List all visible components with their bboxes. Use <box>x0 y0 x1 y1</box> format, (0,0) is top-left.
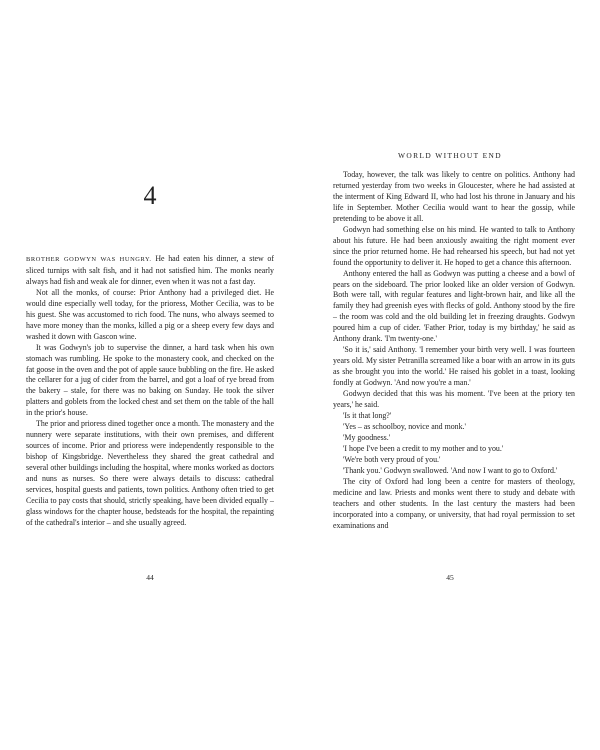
opening-smallcaps: BROTHER GODWYN WAS HUNGRY. <box>26 256 152 263</box>
page-number-left: 44 <box>146 573 154 582</box>
paragraph <box>26 254 274 288</box>
paragraph: Today, however, the talk was likely to centre on politics. Anthony had returned yesterday from two weeks in Gloucester, where he had assisted at the interment of King Edward II, who had lost his throne in January and his life in September. Mother Cecilia would want to hear the gossip, while pretending to be above it all. <box>333 170 575 223</box>
paragraph: The prior and prioress dined together once a month. The monastery and the nunnery were separate institutions, with their own premises, and different sources of income. Prior and prioress were independently responsible to the bishop of Kingsbridge. Nevertheless they shared the great cathedral and several other buildings including the hospital, where monks worked as doctors and nuns as nurses. So there were always details to discuss: cathedral services, hospital guests and patients, town politics. Anthony often tried to get Cecilia to pay costs that should, strictly speaking, have been divided equally – glass windows for the chapter house, bedsteads for the hospital, the repainting of the cathedral's interior – and she usually agreed. <box>26 419 274 527</box>
paragraph: 'My goodness.' <box>343 432 391 442</box>
running-head: WORLD WITHOUT END <box>398 151 502 160</box>
paragraph: Not all the monks, of course: Prior Anthony had a privileged diet. He would dine especially well today, for the prioress, Mother Cecilia, was to be his guest. She was accustomed to rich food. The nuns, who always seemed to have more money than the monks, killed a pig or a sheep every few days and washed it down with Gascon wine. <box>26 287 274 341</box>
page-number-right: 45 <box>446 573 454 582</box>
paragraph: Godwyn had something else on his mind. He wanted to talk to Anthony about his future. He had been anxiously awaiting the right moment ever since the prior returned home. He had rehearsed his speech, but had not yet found the opportunity to deliver it. He hoped to get a chance this afternoon. <box>333 224 575 267</box>
paragraph: 'I hope I've been a credit to my mother and to you.' <box>343 443 504 453</box>
paragraph: Godwyn decided that this was his moment. 'I've been at the priory ten years,' he said. <box>333 389 575 410</box>
paragraph: 'Yes – as schoolboy, novice and monk.' <box>343 421 466 431</box>
paragraph-text: He had eaten his dinner, a stew of sliced turnips with salt fish, and it had not satisfied him. The monks nearly always had fish and weak ale for dinner, even when it was not a fast day. <box>26 254 274 286</box>
right-page-body <box>333 170 575 531</box>
paragraph: 'So it is,' said Anthony. 'I remember your birth very well. I was fourteen years old. My sister Petranilla screamed like a boar with an arrow in its guts as she brought you into the world.' He raised his goblet in a toast, looking fondly at Godwyn. 'And now you're a man.' <box>333 345 575 388</box>
right-page <box>300 0 600 750</box>
paragraph: The city of Oxford had long been a centre for masters of theology, medicine and law. Priests and monks went there to study and debate with teachers and other students. In the last century the masters had been incorporated into a company, or university, that had royal permission to set examinations and <box>333 476 575 530</box>
chapter-number: 4 <box>143 181 157 210</box>
paragraph: 'Thank you.' Godwyn swallowed. 'And now I want to go to Oxford.' <box>343 465 558 475</box>
left-page-body <box>26 254 274 529</box>
paragraph: 'Is it that long?' <box>343 410 392 420</box>
paragraph: It was Godwyn's job to supervise the dinner, a hard task when his own stomach was rumbling. He spoke to the monastery cook, and checked on the fat goose in the oven and the pot of apple sauce bubbling on the fire. He asked the cellarer for a jug of cider from the barrel, and got a loaf of rye bread from the bakery – stale, for there was no baking on Sunday. He took the silver platters and goblets from the locked chest and set them on the table of the hall in the prior's house. <box>26 342 274 418</box>
paragraph: 'We're both very proud of you.' <box>343 454 441 464</box>
paragraph: Anthony entered the hall as Godwyn was putting a cheese and a bowl of pears on the sideboard. The prior looked like an older version of Godwyn. Both were tall, with regular features and light-brown hair, and like all the family they had greenish eyes with flecks of gold. Anthony stood by the fire – the room was cold and the old building let in freezing draughts. Godwyn poured him a cup of cider. 'Father Prior, today is my birthday,' he said as Anthony drank. 'I'm twenty-one.' <box>333 268 575 344</box>
